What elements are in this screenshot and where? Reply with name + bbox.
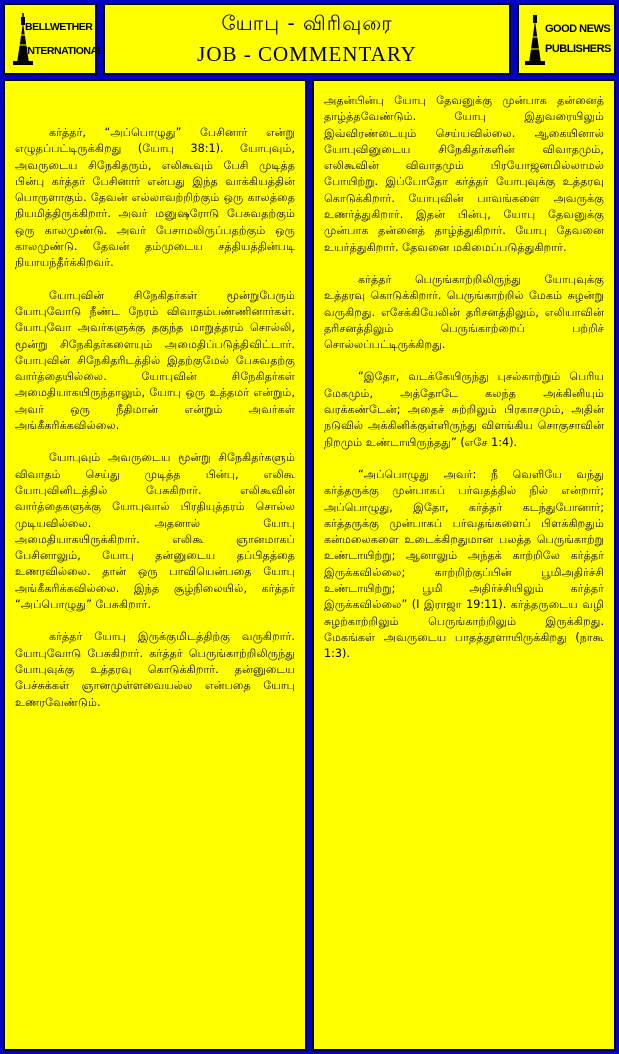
bellwether-logo xyxy=(3,3,104,75)
logo-right-line-1: GOOD NEWS xyxy=(545,23,611,35)
logo-left-line-2: INTERNATIONAL xyxy=(25,45,104,57)
left-paragraph-3: யோபுவும் அவருடைய மூன்று சிநேகிதர்களும் விவாதம் செய்து முடித்த பின்பு, எலிகூ யோபுவினிடத்தில் பேசுகிறார். எலிகூவின் வார்த்தைகளுக்கு யோபுவால் பிரதியுத்தரம் சொல்ல முடியவில்லை. அதனால் யோபு அமைதியாகயிருக்கிறார். எலிகூ ஞானமாகப் பேசினாலும், யோபு தன்னுடைய தப்பிதத்தை உணரவில்லை. தான் ஒரு பாவியென்பதை யோபு அங்கீகரிக்கவில்லை. இந்த சூழ்நிலையில், கர்த்தர் “அப்பொழுது” பேசுகிறார். xyxy=(15,451,295,612)
left-paragraph-1: கர்த்தர், “அப்பொழுது” பேசினார் என்று எழுதப்பட்டிருக்கிறது (யோபு 38:1). யோபுவும், அவருடைய சிநேகிதரும், எலிகூவும் பேசி முடித்த பின்பு கர்த்தர் பேசினார் என்பது இந்த வாக்கியத்தின் பொருளாகும். தேவன் எல்லாவற்றிற்கும் ஒரு காலத்தை நியமித்திருக்கிறார். அவர் மனுஷரோடு பேசுவதற்கும் ஒரு காலமுண்டு. அவர் பேசாமலிருப்பதற்கும் ஒரு காலமுண்டு. தேவன் தம்முடைய சத்தியத்தின்படி நியாயந்தீர்க்கிறவர். xyxy=(15,126,295,270)
page-title-tamil: யோபு - விரிவுரை xyxy=(221,11,393,35)
left-paragraph-4: கர்த்தர் யோபு இருக்குமிடத்திற்கு வருகிறார். யோபுவோடு பேசுகிறார். கர்த்தர் பெருங்காற்றிலிருந்து யோபுவுக்கு உத்தரவு கொடுக்கிறார். தன்னுடைய பேச்சுக்கள் ஞானமுள்ளவையல்ல என்பதை யோபு உணரவேண்டும். xyxy=(15,630,295,709)
left-paragraph-2: யோபுவின் சிநேகிதர்கள் மூன்றுபேரும் யோபுவோடு நீண்ட நேரம் விவாதம்பண்ணினார்கள். யோபுவோ அவர்களுக்கு தகுந்த மாறுத்தரம் சொல்லி, மூன்று சிநேகிதர்களையும் அமைதிப்படுத்திவிட்டார். யோபுவின் சிநேகிதரிடத்தில் இதற்குமேல் பேசுவதற்கு வார்த்தையில்லை. யோபுவின் சிநேகிதர்கள் அமைதியாகயிருந்தாலும், யோபு ஒரு உத்தமர் என்றும், அவர் ஒரு நீதிமான் என்றும் அவர்கள் அங்கீகரிக்கவில்லை. xyxy=(15,288,295,433)
right-paragraph-3: “இதோ, வடக்கேயிருந்து புசல்காற்றும் பெரிய மேகமும், அத்தோடே கலந்த அக்கினியும் வரக்கண்டேன்; அதைச் சுற்றிலும் பிரகாசமும், அதின் நடுவில் அக்கினிக்குள்ளிருந்து விளங்கிய சொகுசாவின் நிறமும் உண்டாயிருந்தது” (எசே 1:4). xyxy=(324,370,604,449)
right-column xyxy=(312,79,616,1051)
left-column xyxy=(3,79,307,1051)
page-title-english: JOB - COMMENTARY xyxy=(197,42,417,66)
page-header xyxy=(3,3,616,75)
right-paragraph-2: கர்த்தர் பெருங்காற்றிலிருந்து யோபுவுக்கு உத்தரவு கொடுக்கிறார். பெருங்காற்றில் மேகம் சுழன்று வருகிறது. எசேக்கியேலின் தரிசனத்திலும், எலியாவின் தரிசனத்திலும் பெருங்காற்றைப் பற்றிச் சொல்லப்பட்டிருக்கிறது. xyxy=(324,272,604,352)
right-paragraph-1: அதன்பின்பு யோபு தேவனுக்கு முன்பாக தன்னைத் தாழ்த்தவேண்டும். யோபு இதுவரையிலும் இவ்விரண்டையும் செய்யவில்லை. ஆகையினால் யோபுவினுடைய சிநேகிதர்களின் விவாதமும், எலிகூவின் விவாதமும் பிரயோஜனமில்லாமல் போயிற்று. இப்போதோ கர்த்தர் யோபுவுக்கு உத்தரவு கொடுக்கிறார். யோபுவின் பாவங்களை அவருக்கு உணர்த்துகிறார். இதன் பின்பு, யோபு தேவனுக்கு முன்பாக தன்னைத் தாழ்த்துகிறார். யோபு தேவனை உயர்த்துகிறார். தேவனை மகிமைப்படுத்துகிறார். xyxy=(324,94,604,254)
title-box xyxy=(103,3,511,75)
logo-left-line-1: BELLWETHER xyxy=(25,21,93,33)
logo-right-line-2: PUBLISHERS xyxy=(545,43,611,55)
good-news-logo xyxy=(517,3,616,75)
building-icon xyxy=(525,13,611,69)
right-paragraph-4: “அப்பொழுது அவர்: நீ வெளியே வந்து கர்த்தருக்கு முன்பாகப் பர்வதத்தில் நில் என்றார்; அப்பொழுது, இதோ, கர்த்தர் கடந்துபோனார்; கர்த்தருக்கு முன்பாகப் பர்வதங்களைப் பிளக்கிறதும் கன்மலைகளை உடைக்கிறதுமான பலத்த பெருங்காற்று உண்டாயிற்று; ஆனாலும் அந்தக் காற்றிலே கர்த்தர் இருக்கவில்லை; காற்றிற்குப்பின் பூமிஅதிர்ச்சி உண்டாயிற்று; பூமி அதிர்ச்சியிலும் கர்த்தர் இருக்கவில்லை” (I இராஜா 19:11). கர்த்தருடைய வழி சுழற்காற்றிலும் பெருங்காற்றிலும் இருக்கிறது. மேகங்கள் அவருடைய பாதத்தூளாயிருக்கிறது (நாகூ 1:3). xyxy=(324,467,604,661)
